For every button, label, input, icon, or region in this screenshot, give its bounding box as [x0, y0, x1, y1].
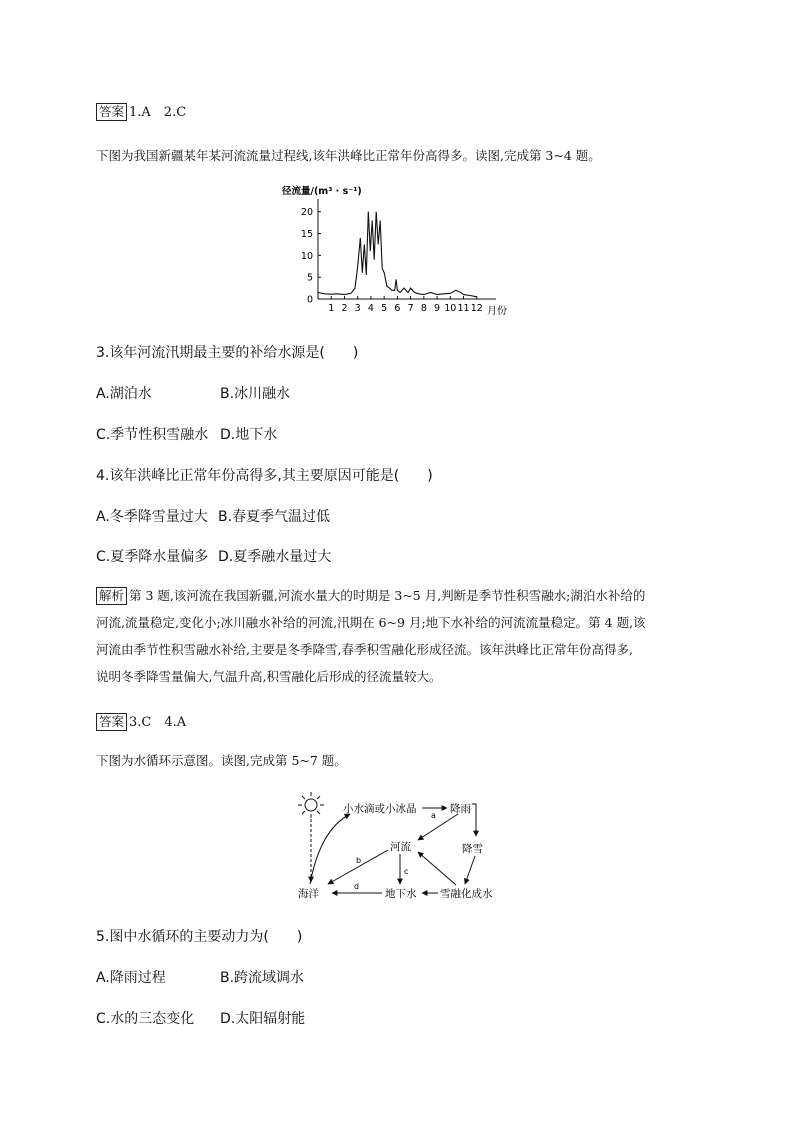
q3-option-b: B.冰川融水	[220, 386, 291, 402]
answer-text: 3.C 4.A	[129, 715, 187, 730]
answer-tag: 答案	[96, 713, 127, 731]
analysis-tag: 解析	[96, 587, 127, 605]
answer-text: 1.A 2.C	[129, 105, 187, 120]
answer-block-2	[96, 711, 186, 731]
runoff-chart	[280, 180, 520, 320]
node-river: 河流	[390, 841, 411, 853]
intro-text-2: 下图为水循环示意图。读图,完成第 5~7 题。	[96, 753, 347, 768]
sun-icon	[298, 792, 324, 818]
q4-option-b: B.春夏季气温过低	[218, 509, 331, 525]
x-tick-label: 8	[420, 303, 427, 314]
x-tick-label: 3	[354, 303, 361, 314]
node-ocean: 海洋	[298, 888, 319, 900]
analysis-line-2: 河流,流量稳定,变化小;冰川融水补给的河流,汛期在 6~9 月;地下水补给的河流流量稳定。第 4 题,该	[96, 615, 646, 630]
analysis-line-4: 说明冬季降雪量偏大,气温升高,积雪融化后形成的径流量较大。	[96, 669, 442, 684]
x-tick-label: 4	[367, 303, 374, 314]
x-tick-label: 7	[407, 303, 414, 314]
q4-option-d: D.夏季融水量过大	[218, 549, 332, 565]
series-line	[318, 212, 477, 297]
chart-xlabel: 月份	[487, 306, 507, 317]
x-tick-label: 11	[457, 303, 470, 314]
question-3-stem: 3.该年河流汛期最主要的补给水源是( )	[96, 345, 359, 361]
label-c: c	[404, 867, 409, 876]
answer-tag: 答案	[96, 103, 127, 121]
analysis-line-1: 第 3 题,该河流在我国新疆,河流水量大的时期是 3~5 月,判断是季节性积雪融水;湖泊水补给的	[129, 588, 646, 603]
intro-text-1: 下图为我国新疆某年某河流流量过程线,该年洪峰比正常年份高得多。读图,完成第 3~4 题。	[96, 148, 601, 163]
q3-option-d: D.地下水	[220, 427, 278, 443]
analysis-line-3: 河流由季节性积雪融水补给,主要是冬季降雪,春季积雪融化形成径流。该年洪峰比正常年份高得多,	[96, 642, 633, 657]
label-a: a	[431, 811, 436, 820]
x-tick-label: 12	[470, 303, 483, 314]
chart-ylabel: 径流量/(m³ · s⁻¹)	[282, 186, 362, 197]
label-b: b	[356, 856, 362, 865]
y-tick-label: 5	[306, 272, 313, 284]
x-tick-label: 2	[341, 303, 348, 314]
q5-option-a: A.降雨过程	[96, 970, 166, 986]
answer-block-1	[96, 101, 186, 121]
x-tick-label: 5	[381, 303, 388, 314]
node-groundwater: 地下水	[385, 888, 417, 900]
chart-ticks	[301, 207, 483, 314]
y-tick-label: 15	[300, 229, 313, 241]
arrow-snow-melt	[465, 856, 475, 884]
q3-option-c: C.季节性积雪融水	[96, 427, 209, 443]
analysis-block	[96, 582, 646, 690]
q4-option-a: A.冬季降雪量过大	[96, 509, 208, 525]
question-3	[96, 342, 358, 362]
node-rain: 降雨	[450, 803, 471, 815]
arrow-melt-river	[418, 852, 456, 885]
arrow-snow	[472, 804, 476, 836]
y-tick-label: 10	[300, 250, 313, 262]
q4-option-c: C.夏季降水量偏多	[96, 549, 209, 565]
q3-option-a: A.湖泊水	[96, 386, 152, 402]
question-4-stem: 4.该年洪峰比正常年份高得多,其主要原因可能是( )	[96, 468, 433, 484]
node-droplets: 小水滴或小冰晶	[343, 803, 417, 815]
y-tick-label: 0	[306, 294, 313, 306]
question-5-stem: 5.图中水循环的主要动力为( )	[96, 929, 303, 945]
arrow-evaporation	[310, 814, 350, 884]
node-snow: 降雪	[462, 843, 483, 855]
x-tick-label: 9	[434, 303, 441, 314]
node-snowmelt: 雪融化成水	[440, 888, 493, 900]
chart-axes	[318, 199, 496, 299]
arrow-rain-river	[418, 814, 458, 840]
y-tick-label: 20	[300, 207, 313, 219]
q5-option-b: B.跨流域调水	[220, 970, 305, 986]
x-tick-label: 10	[444, 303, 457, 314]
q5-option-c: C.水的三态变化	[96, 1011, 195, 1027]
x-tick-label: 6	[394, 303, 401, 314]
q5-option-d: D.太阳辐射能	[220, 1011, 306, 1027]
label-d: d	[354, 882, 360, 891]
water-cycle-diagram	[290, 790, 500, 906]
x-tick-label: 1	[328, 303, 335, 314]
